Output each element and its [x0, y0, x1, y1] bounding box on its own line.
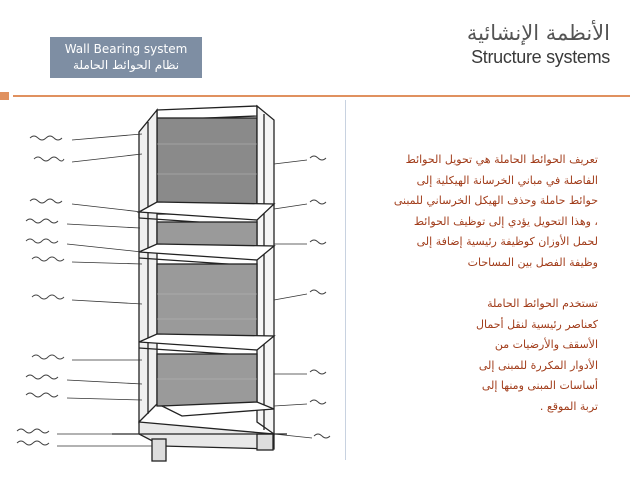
definition-line: الفاصلة في مباني الخرسانة الهيكلية إلى — [416, 173, 598, 187]
title-arabic: الأنظمة الإنشائية — [466, 21, 610, 45]
system-badge — [50, 37, 202, 78]
definition-line: وظيفة الفصل بين المساحات — [467, 255, 598, 269]
definition-line: لحمل الأوزان كوظيفة رئيسية إضافة إلى — [416, 235, 598, 248]
wall-bearing-section-drawing — [12, 104, 342, 464]
definition-line: حوائط حاملة وحذف الهيكل الخرساني للمبنى — [393, 194, 598, 207]
badge-english: Wall Bearing system — [64, 42, 188, 56]
definition-paragraph — [338, 150, 598, 273]
definition-line: ، وهذا التحويل يؤدي إلى توظيف الحوائط — [413, 214, 598, 228]
usage-paragraph — [398, 294, 598, 417]
slide-title — [467, 20, 610, 68]
divider-line — [13, 95, 630, 97]
definition-line: تعريف الحوائط الحاملة هي تحويل الحوائط — [405, 153, 598, 166]
usage-line: تربة الموقع . — [539, 399, 598, 413]
usage-line: أساسات المبنى ومنها إلى — [481, 379, 598, 392]
divider-marker — [0, 92, 9, 100]
usage-line: كعناصر رئيسية لنقل أحمال — [476, 317, 598, 331]
title-english: Structure systems — [471, 47, 610, 67]
usage-line: الأدوار المكررة للمبنى إلى — [478, 358, 598, 372]
usage-line: الأسقف والأرضيات من — [494, 338, 598, 351]
badge-arabic: نظام الحوائط الحاملة — [72, 58, 180, 72]
usage-line: تستخدم الحوائط الحاملة — [487, 297, 598, 310]
